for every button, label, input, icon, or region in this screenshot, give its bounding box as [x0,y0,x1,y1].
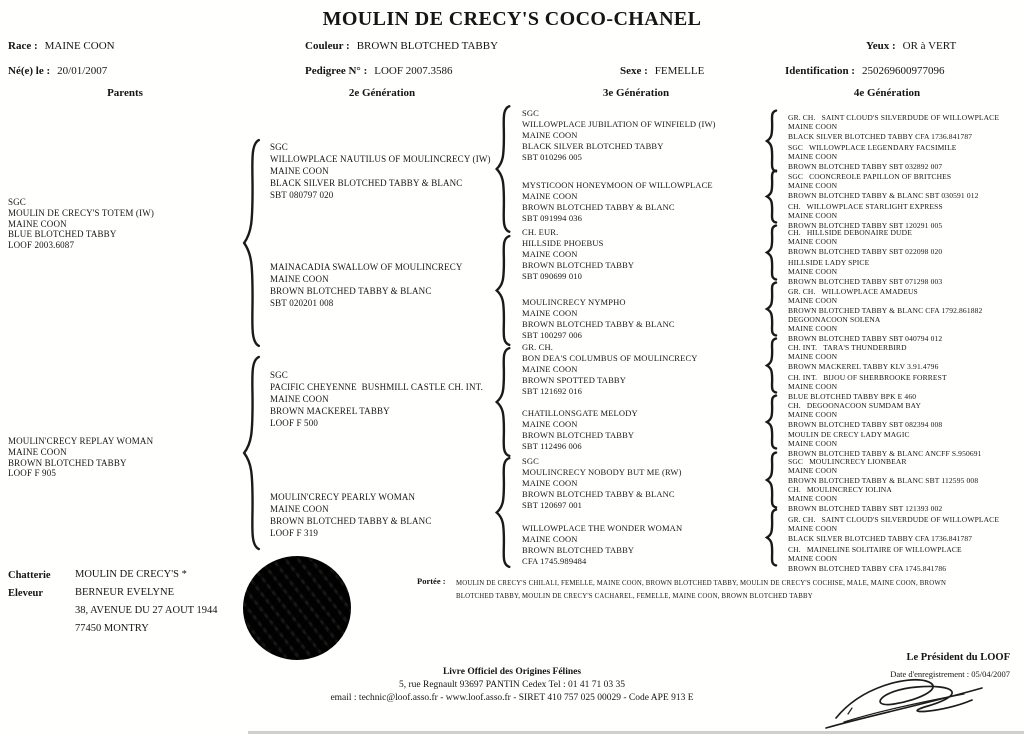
pedigree-entry-line: BROWN BLOTCHED TABBY SBT 022098 020 [788,246,943,256]
pedigree-entry-line: MAINE COON [788,439,838,449]
pedigree-entry-line: BROWN MACKEREL TABBY KLV 3.91.4796 [788,361,939,371]
pedigree-entry-line: MAINE COON [270,394,329,404]
pedigree-entry-line: CHATILLONSGATE MELODY [522,408,638,418]
pedigree-entry-line: PACIFIC CHEYENNE BUSHMILL CASTLE CH. INT. [270,382,483,392]
pedigree-entry-line: MAINE COON [788,211,838,221]
pedigree-brace [765,170,778,223]
pedigree-entry-line: BROWN BLOTCHED TABBY SBT 040794 012 [788,333,943,343]
pedigree-entry-line: BROWN MACKEREL TABBY [270,406,390,416]
pedigree-entry-line: BLUE BLOTCHED TABBY BPK E 460 [788,391,917,401]
pedigree-entry-line: MOULIN'CRECY REPLAY WOMAN [8,436,154,446]
pedigree-entry-line: BROWN BLOTCHED TABBY CFA 1745.841786 [788,563,947,573]
pedigree-entry-line: LOOF F 500 [270,418,319,428]
pedigree-entry-gen4-6 [788,258,1024,286]
pedigree-entry-parents-2 [8,436,248,479]
pedigree-entry-gen4-14 [788,485,1024,513]
pedigree-entry-line: BROWN BLOTCHED TABBY SBT 071298 003 [788,276,943,286]
pedigree-entry-line: WILLOWPLACE THE WONDER WOMAN [522,523,683,533]
pedigree-entry-line: MYSTICOON HONEYMOON OF WILLOWPLACE [522,180,713,190]
pedigree-entry-line: SBT 080797 020 [270,190,334,200]
couleur-label: Couleur : [305,40,350,52]
pedigree-brace [765,225,778,280]
pedigree-entry-line: MAINE COON [522,191,578,201]
pedigree-entry-parents-1 [8,197,248,251]
pedigree-entry-line: BROWN BLOTCHED TABBY SBT 120291 005 [788,220,943,230]
pedigree-entry-line: CH. INT. BIJOU OF SHERBROOKE FORREST [788,373,947,382]
pedigree-entry-line: BROWN BLOTCHED TABBY & BLANC [522,489,675,499]
pedigree-entry-line: BROWN SPOTTED TABBY [522,375,627,385]
pedigree-entry-line: SBT 120697 001 [522,500,583,510]
yeux-label: Yeux : [866,40,896,52]
pedigree-brace [241,138,262,348]
pedigree-entry-line: MAINE COON [788,410,838,420]
pedigree-entry-line: BROWN BLOTCHED TABBY & BLANC [270,516,432,526]
pedigree-brace [765,509,778,566]
pedigree-entry-line: SGC MOULINCRECY LIONBEAR [788,457,907,466]
pedigree-entry-line: WILLOWPLACE NAUTILUS OF MOULINCRECY (IW) [270,154,491,164]
pedigree-entry-line: CH. HILLSIDE DEBONAIRE DUDE [788,228,912,237]
sexe-value: FEMELLE [654,65,705,77]
pedigree-entry-line: BON DEA'S COLUMBUS OF MOULINCRECY [522,353,698,363]
pedigree-entry-line: CH. MOULINCRECY IOLINA [788,485,892,494]
race-label: Race : [8,40,38,52]
pedigree-entry-line: MOULINCRECY NYMPHO [522,297,626,307]
pedigree-brace [494,235,512,346]
pedigree-entry-line: MAINE COON [788,494,838,504]
pedigree-entry-gen4-15 [788,515,1024,543]
footer-address: 5, rue Regnault 93697 PANTIN Cedex Tel : 01 41 71 03 35 [399,680,625,690]
race-value: MAINE COON [44,40,115,52]
pedigree-number-value: LOOF 2007.3586 [374,65,453,77]
pedigree-entry-gen2-2 [270,261,498,309]
pedigree-entry-line: MAINE COON [788,181,838,191]
pedigree-entry-line: DEGOONACOON SOLENA [788,315,881,324]
column-header-parents: Parents [107,87,143,99]
scan-edge-line [248,731,1024,734]
pedigree-entry-line: CFA 1745.989484 [522,556,587,566]
president-signature [822,670,992,732]
pedigree-entry-line: MAINE COON [788,352,838,362]
pedigree-entry-line: BROWN BLOTCHED TABBY [8,457,127,468]
pedigree-entry-line: BROWN BLOTCHED TABBY & BLANC ANCFF S.950691 [788,448,982,458]
pedigree-entry-line: BROWN BLOTCHED TABBY & BLANC [522,319,675,329]
pedigree-entry-line: MAINE COON [522,130,578,140]
president-title: Le Président du LOOF [906,652,1010,663]
pedigree-entry-line: MAINE COON [270,274,329,284]
pedigree-entry-line: MAINE COON [8,446,67,457]
eleveur-name: BERNEUR EVELYNE [75,587,174,598]
pedigree-entry-gen3-5 [522,342,768,397]
footer-org: Livre Officiel des Origines Félines [442,667,582,677]
eleveur-label: Eleveur [8,588,43,599]
pedigree-entry-line: MAINE COON [522,534,578,544]
pedigree-entry-line: BROWN BLOTCHED TABBY SBT 032892 007 [788,161,943,171]
pedigree-entry-line: BLUE BLOTCHED TABBY [8,229,117,240]
footer-contact: email : technic@loof.asso.fr - www.loof.asso.fr - SIRET 410 757 025 00029 - Code APE 913 E [330,693,694,703]
pedigree-entry-line: MAINE COON [522,364,578,374]
pedigree-entry-line: BROWN BLOTCHED TABBY SBT 121393 002 [788,503,943,513]
pedigree-entry-gen4-13 [788,457,1024,485]
pedigree-entry-line: SGC COONCREOLE PAPILLON OF BRITCHES [788,172,952,181]
registration-date: Date d'enregistrement : 05/04/2007 [890,669,1010,679]
pedigree-entry-gen4-1 [788,113,1024,141]
pedigree-entry-gen3-1 [522,108,768,163]
pedigree-entry-line: SBT 121692 016 [522,386,583,396]
pedigree-entry-line: MAINE COON [522,419,578,429]
pedigree-entry-line: SGC WILLOWPLACE LEGENDARY FACSIMILE [788,143,957,152]
pedigree-entry-gen4-7 [788,287,1024,315]
pedigree-brace [494,457,512,568]
pedigree-entry-line: GR. CH. SAINT CLOUD'S SILVERDUDE OF WILLOWPLACE [788,515,1000,524]
pedigree-entry-line: SBT 090699 010 [522,271,583,281]
pedigree-entry-line: MAINE COON [788,267,838,277]
pedigree-entry-gen4-5 [788,228,1024,256]
pedigree-entry-line: MOULIN DE CRECY'S TOTEM (IW) [8,207,154,218]
pedigree-entry-line: SGC [8,197,26,207]
pedigree-entry-line: MAINE COON [788,324,838,334]
pedigree-entry-line: HILLSIDE PHOEBUS [522,238,604,248]
pedigree-entry-gen4-2 [788,143,1024,171]
pedigree-entry-line: BLACK SILVER BLOTCHED TABBY CFA 1736.841787 [788,131,973,141]
pedigree-entry-line: SGC [522,108,539,118]
pedigree-entry-line: MAINE COON [522,308,578,318]
pedigree-entry-gen3-3 [522,227,768,282]
portee-label: Portée : [417,576,446,586]
page-title: MOULIN DE CRECY'S COCO-CHANEL [322,8,702,30]
pedigree-entry-gen4-10 [788,373,1024,401]
pedigree-entry-gen4-11 [788,401,1024,429]
pedigree-brace [494,105,512,233]
pedigree-entry-line: BLACK SILVER BLOTCHED TABBY [522,141,664,151]
column-header-gen4: 4e Génération [853,87,921,99]
pedigree-entry-gen3-7 [522,456,768,511]
pedigree-entry-line: MAINE COON [788,524,838,534]
pedigree-entry-line: BROWN BLOTCHED TABBY SBT 082394 008 [788,419,943,429]
loof-hologram-seal [243,556,351,660]
pedigree-entry-line: CH. INT. TARA'S THUNDERBIRD [788,343,907,352]
pedigree-entry-line: BROWN BLOTCHED TABBY & BLANC SBT 030591 012 [788,190,979,200]
birthdate-value: 20/01/2007 [57,65,108,77]
pedigree-entry-line: MOULINCRECY NOBODY BUT ME (RW) [522,467,682,477]
pedigree-entry-gen2-1 [270,141,498,201]
sexe-label: Sexe : [620,65,648,77]
pedigree-brace [765,395,778,449]
portee-text: MOULIN DE CRECY'S CHILALI, FEMELLE, MAINE COON, BROWN BLOTCHED TABBY, MOULIN DE CRECY'S COCHISE, MALE, MAINE COON, BROWN BLOTCHED TABBY, MOULIN DE CRECY'S CACHAREL, FEMELLE, MAINE COON, BROWN BLOTCHED TABBY [456,580,947,600]
pedigree-entry-line: SGC [270,142,288,152]
chatterie-value: MOULIN DE CRECY'S * [75,569,187,580]
pedigree-entry-line: WILLOWPLACE JUBILATION OF WINFIELD (IW) [522,119,716,129]
pedigree-entry-line: SBT 112496 006 [522,441,582,451]
eleveur-city: 77450 MONTRY [75,623,149,634]
pedigree-entry-gen4-8 [788,315,1024,343]
eleveur-address: 38, AVENUE DU 27 AOUT 1944 [75,605,218,616]
identification-value: 250269600977096 [861,65,945,77]
yeux-value: OR à VERT [902,40,957,52]
pedigree-entry-line: BLACK SILVER BLOTCHED TABBY & BLANC [270,178,463,188]
pedigree-entry-line: MAINE COON [8,218,67,229]
pedigree-entry-line: MAINE COON [788,237,838,247]
pedigree-entry-line: LOOF F 905 [8,468,57,479]
pedigree-entry-line: BROWN BLOTCHED TABBY & BLANC SBT 112595 008 [788,475,979,485]
pedigree-entry-line: MAINACADIA SWALLOW OF MOULINCRECY [270,262,463,272]
pedigree-entry-line: GR. CH. WILLOWPLACE AMADEUS [788,287,918,296]
pedigree-entry-line: MAINE COON [270,166,329,176]
pedigree-entry-gen4-12 [788,430,1024,458]
pedigree-brace [765,452,778,508]
pedigree-entry-line: GR. CH. SAINT CLOUD'S SILVERDUDE OF WILLOWPLACE [788,113,1000,122]
pedigree-entry-line: BROWN BLOTCHED TABBY [522,430,635,440]
pedigree-entry-line: LOOF 2003.6087 [8,240,75,251]
pedigree-entry-gen4-16 [788,545,1024,573]
pedigree-entry-gen3-8 [522,523,768,567]
pedigree-entry-line: MAINE COON [788,152,838,162]
pedigree-entry-line: MAINE COON [788,122,838,132]
pedigree-entry-gen2-3 [270,369,498,429]
pedigree-entry-line: CH. WILLOWPLACE STARLIGHT EXPRESS [788,202,943,211]
pedigree-brace [494,347,512,457]
pedigree-entry-line: MAINE COON [788,466,838,476]
pedigree-entry-line: BROWN BLOTCHED TABBY & BLANC [522,202,675,212]
pedigree-entry-line: HILLSIDE LADY SPICE [788,258,870,267]
pedigree-entry-line: SGC [522,456,539,466]
pedigree-entry-line: MAINE COON [788,382,838,392]
pedigree-entry-line: MAINE COON [788,554,838,564]
pedigree-entry-line: MAINE COON [522,478,578,488]
pedigree-entry-gen4-4 [788,202,1024,230]
pedigree-number-label: Pedigree N° : [305,65,368,77]
pedigree-entry-line: SGC [270,370,288,380]
pedigree-entry-gen4-3 [788,172,1024,200]
pedigree-entry-line: MAINE COON [522,249,578,259]
pedigree-entry-line: CH. MAINELINE SOLITAIRE OF WILLOWPLACE [788,545,962,554]
pedigree-brace [765,338,778,393]
pedigree-entry-line: MOULIN DE CRECY LADY MAGIC [788,430,910,439]
pedigree-brace [765,110,778,172]
pedigree-entry-line: SBT 100297 006 [522,330,583,340]
birthdate-label: Né(e) le : [8,65,51,77]
pedigree-brace [765,282,778,336]
pedigree-brace [241,355,262,551]
pedigree-entry-line: LOOF F 319 [270,528,319,538]
chatterie-label: Chatterie [8,570,51,581]
pedigree-entry-line: CH. EUR. [522,227,559,237]
identification-label: Identification : [785,65,855,77]
pedigree-entry-line: BROWN BLOTCHED TABBY & BLANC [270,286,432,296]
pedigree-entry-line: BROWN BLOTCHED TABBY [522,545,635,555]
pedigree-entry-line: BLACK SILVER BLOTCHED TABBY CFA 1736.841787 [788,533,973,543]
pedigree-entry-gen2-4 [270,491,498,539]
column-header-gen3: 3e Génération [602,87,670,99]
pedigree-entry-line: MAINE COON [270,504,329,514]
pedigree-entry-line: MOULIN'CRECY PEARLY WOMAN [270,492,416,502]
pedigree-entry-gen3-2 [522,180,768,224]
pedigree-entry-line: SBT 010296 005 [522,152,583,162]
pedigree-entry-line: BROWN BLOTCHED TABBY & BLANC CFA 1792.861882 [788,305,983,315]
pedigree-entry-line: GR. CH. [522,342,554,352]
couleur-value: BROWN BLOTCHED TABBY [356,40,499,52]
column-header-gen2: 2e Génération [348,87,416,99]
pedigree-entry-gen3-6 [522,408,768,452]
pedigree-entry-line: MAINE COON [788,296,838,306]
pedigree-entry-gen4-9 [788,343,1024,371]
pedigree-entry-line: SBT 091994 036 [522,213,583,223]
pedigree-entry-line: CH. DEGOONACOON SUMDAM BAY [788,401,922,410]
pedigree-entry-line: BROWN BLOTCHED TABBY [522,260,635,270]
pedigree-entry-line: SBT 020201 008 [270,298,334,308]
pedigree-entry-gen3-4 [522,297,768,341]
